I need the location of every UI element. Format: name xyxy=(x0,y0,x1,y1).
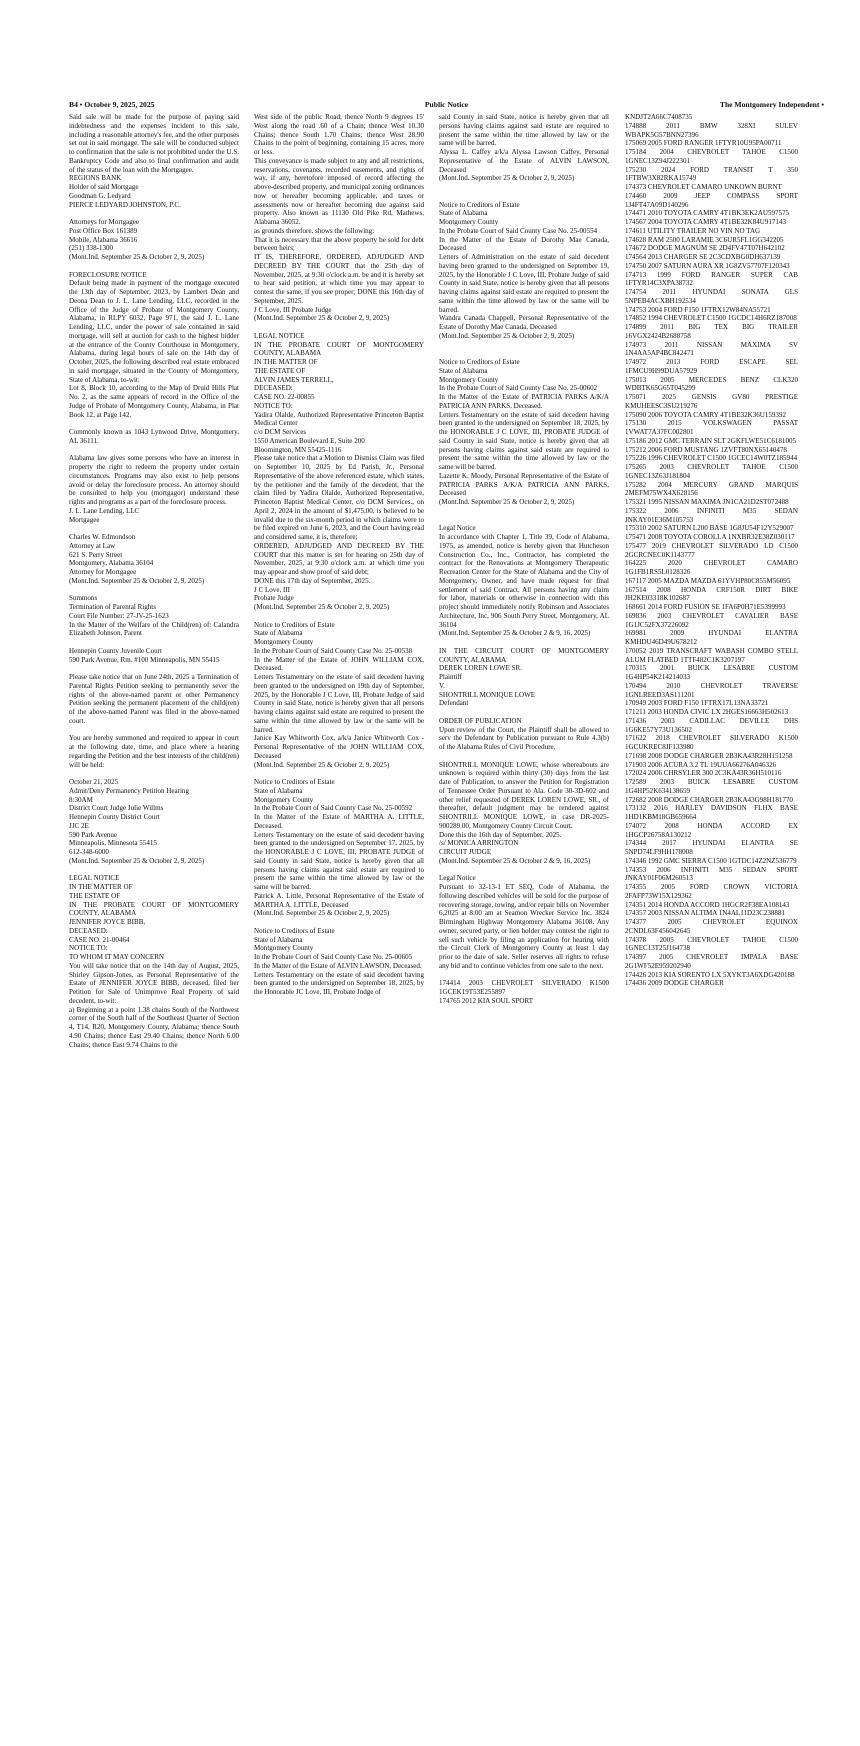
notice-line: THE ESTATE OF xyxy=(69,891,121,900)
notice-line: Hennepin County Juvenile Court xyxy=(69,646,162,655)
paragraph-gap xyxy=(439,971,609,980)
notice-line: REGIONS BANK xyxy=(69,174,122,183)
paragraph-gap xyxy=(69,419,239,428)
notice-line: 1550 American Boulevard E, Suite 200 xyxy=(254,436,365,445)
notice-line: 174750 2007 SATURN AURA XR 1G8ZV57707F120343 xyxy=(625,261,790,270)
notice-line: In the Probate Court of Said County Case No. 25-00592 xyxy=(254,804,413,813)
notice-line: In the Probate Court of Said County Case No. 25-00602 xyxy=(439,384,598,393)
notice-line: 175013 2005 MERCEDES BENZ CLK320 WDBTK65G65T045299 xyxy=(625,375,798,393)
notice-line: 174353 2006 INFINITI M35 SEDAN SPORT JNKAY01F06M260513 xyxy=(625,865,798,883)
notice-line: Termination of Parental Rights xyxy=(69,603,156,611)
notice-line: 175071 2025 GENSIS GV80 PRESTIGE KMUHEESC3SU219276 xyxy=(625,393,798,410)
notice-line: This conveyance is made subject to any and all restrictions, reservations, covenants, recorded easements, and rights of way, if any, heretofore imposed of record affecting the above-described property, and municipal zoning ordinances now or hereafter becoming applicable, and taxes or assessments now or hereafter becoming due against said property. Also known as 11130 Old Pike Rd, Mathews, Alabama 36052. xyxy=(254,156,424,226)
paragraph-gap xyxy=(69,586,239,595)
notice-line: 174973 2011 NISSAN MAXIMA SV 1N4AA5AP4BC842471 xyxy=(625,340,798,358)
notice-line: (Mont.Ind. September 25 & October 2, 9, 2025) xyxy=(439,498,575,506)
notice-line: Alabama law gives some persons who have an interest in property the right to redeem the property under certain circumstances. Programs may also exist to help persons avoid or delay the foreclosure process. An attorney should be consulted to help you (mortgagor) understand these rights and programs as a part of the foreclosure process. xyxy=(69,454,239,506)
notice-line: 175069 2005 FORD RANGER 1FTYR10U95PA00711 xyxy=(625,139,782,148)
notice-line: 171622 2018 CHEVROLET SILVERADO K1500 1GCUKREC8JF133980 xyxy=(625,734,798,751)
notice-line: (Mont.Ind. September 25 & October 2 & 9, 16, 2025) xyxy=(439,856,591,865)
notice-line: 174753 2004 FORD F150 1FTRX12W84NA55721 xyxy=(625,305,771,314)
notice-line: 174899 2011 BIG TEX BIG TRAILER 16VGX2424B2688758 xyxy=(625,323,798,340)
paragraph-gap xyxy=(69,446,239,455)
notice-line: Done this the 16th day of September, 2025. xyxy=(439,830,562,839)
notice-line: 174888 2011 BMW 328XI SULEV WBAPK5G57BNN27396 xyxy=(625,121,798,139)
notice-line: KNDJT2A66C7408735 xyxy=(625,113,693,121)
notice-line: Legal Notice xyxy=(439,874,476,883)
notice-line: Summons xyxy=(69,594,98,603)
notice-line: 170949 2003 FORD F150 1FTRX17L13NA33721 xyxy=(625,699,769,708)
notice-line: 175186 2012 GMC TERRAIN SLT 2GKFLWE51C6181005 xyxy=(625,436,797,445)
notice-line: In the Matter of the Estate of MARTHA A. LITTLE, Deceased. xyxy=(254,813,424,830)
notice-line: a) Beginning at a point 1.38 chains South of the Northwest corner of the South half of the Southeast Quarter of Section 4, T14, R20, Montgomery County, Alabama; thence South 4.90 Chains; thence East 29.40 Chains; thence North 6.00 Chains; thence East 9.74 Chains to the xyxy=(69,1005,239,1049)
notice-line: IN THE PROBATE COURT OF MONTGOMERY COUNTY, ALABAMA xyxy=(69,900,239,918)
notice-line: In the Matter of the Estate of PATRICIA PARKS A/K/A PATRICIA ANN PARKS, Deceased. xyxy=(439,393,609,410)
notice-line: Notice to Creditors of Estate xyxy=(254,778,335,786)
notice-line: 174346 1992 GMC SIERRA C1500 1GTDC14Z2NZ536779 xyxy=(625,856,797,865)
notice-line: 171211 2003 HONDA CIVIC LX 2HGES16663H502613 xyxy=(625,708,789,716)
notice-line: 175310 2002 SATURN L200 BASE 1G8JU54F12Y529007 xyxy=(625,524,794,533)
notice-line: 174373 CHEVROLET CAMARO UNKOWN BURNT xyxy=(625,183,782,191)
notice-line: Letters Testamentary on the estate of said decedent having been granted to the undersigned on September 17, 2025, by the HONORABLE J C LOVE, III, PROBATE JUDGE of said County in said State, notice is hereby given that all persons having claims against said estate are required to present the same within the time allowed by law or the same will be barred. xyxy=(254,830,424,891)
notice-line: 175130 2015 VOLKSWAGEN PASSAT 1VWAT7A37FC002801 xyxy=(625,419,798,436)
notice-line: ORDER OF PUBLICATION xyxy=(439,716,522,725)
notice-line: 175477 2019 CHEVROLET SILVERADO LD C1500 2GCRCNEC0K1143777 xyxy=(625,541,798,559)
notice-line: (251) 338-1300 xyxy=(69,244,114,253)
paragraph-gap xyxy=(254,323,424,332)
notice-line: Bloomington, MN 55425-1116 xyxy=(254,445,342,454)
notice-line: 174355 2005 FORD CROWN VICTORIA 2FAFP73W15X129362 xyxy=(625,883,798,900)
paragraph-gap xyxy=(69,769,239,778)
notice-line: 175471 2008 TOYOTA COROLLA 1NXBR32E38Z030117 xyxy=(625,533,795,541)
notice-line: LEGAL NOTICE xyxy=(254,331,305,340)
paragraph-gap xyxy=(69,262,239,271)
paragraph-gap xyxy=(69,726,239,735)
notice-line: Notice to Creditors of Estate xyxy=(254,926,335,935)
notice-line: 175321 1995 NISSAN MAXIMA JN1CA21D2ST072488 xyxy=(625,498,789,506)
notice-line: 175226 1996 CHEVROLET C1500 1GCEC14W0TZ185944 xyxy=(625,454,798,463)
notice-line: 174628 RAM 2500 LARAMIE 3C6UR5FL1GG342205 xyxy=(625,235,784,244)
notice-line: District Court Judge Julie Willms xyxy=(69,804,164,813)
notice-line: ALVIN JAMES TERRELL, xyxy=(254,375,334,384)
notice-line: Montgomery, Alabama 36104 xyxy=(69,559,154,568)
notice-line: LEGAL NOTICE xyxy=(69,874,120,883)
notice-line: (Mont.Ind. September 25 & October 2, 9, 2025) xyxy=(254,314,390,323)
paragraph-gap xyxy=(439,183,609,192)
notice-line: October 21, 2025 xyxy=(69,778,119,786)
notice-line: Probate Judge xyxy=(254,594,294,603)
notice-line: 170494 2010 CHEVROLET TRAVERSE 1GNLREED3AS111201 xyxy=(625,681,798,699)
notice-line: IN THE PROBATE COURT OF MONTGOMERY COUNTY, ALABAMA xyxy=(254,340,424,358)
notice-line: 170052 2019 TRANSCRAFT WABASH COMBO STELL ALUM FLATBED 1TTF482C1K3207197 xyxy=(625,646,798,664)
notice-line: 175322 2006 INFINITI M35 SEDAN JNKAY01E36M105753 xyxy=(625,506,798,524)
notice-line: J. L. Lane Lending, LLC xyxy=(69,506,140,515)
notice-line: In the Probate Court of Said County Case No. 25-00554 xyxy=(439,226,598,235)
notice-line: Wandra Canada Chappell, Personal Representative of the Estate of Dorothy Mae Canada, Deceased xyxy=(439,314,609,331)
notice-line: State of Alabama xyxy=(254,629,303,638)
notice-line: CASE NO. 22-00855 xyxy=(254,393,315,401)
notice-line: said County in said State, notice is hereby given that all persons having claims against said estate are required to present the same within the time allowed by law or the same will be barred. xyxy=(439,113,609,148)
header-section-title: Public Notice xyxy=(424,100,469,109)
notice-line: In the Matter of the Estate of ALVIN LAWSON, Deceased. xyxy=(254,961,422,970)
notice-line: ORDERED, ADJUDGED AND DECREED BY THE COURT that this matter is set for hearing on 25th day of November, 2025, at 9:30 o'clock a.m. at which time you may appear and show proof of said debt; xyxy=(254,541,424,576)
notice-line: Notice to Creditors of Estate xyxy=(254,620,335,629)
notice-line: IT IS, THEREFORE, ORDERED, ADJUDGED AND DECREED BY THE COURT that the 25th day of November, 2025, at 9:30 o'clock a.m. be and it is hereby set to hear said petition, at which time you may appear to contest the same, if you see proper; DONE this 16th day of September, 2025. xyxy=(254,253,424,305)
notice-line: Montgomery County xyxy=(439,218,499,226)
notice-line: Notice to Creditors of Estate xyxy=(439,200,520,209)
notice-line: 174567 2004 TOYOTA CAMRY 4T1BE32K84U917143 xyxy=(625,218,787,226)
notice-line: THE ESTATE OF xyxy=(254,366,306,375)
notice-line: Montgomery County xyxy=(254,944,314,953)
notice-line: Montgomery County xyxy=(439,375,499,384)
notice-line: Defendant xyxy=(439,699,469,708)
notice-line: Notice to Creditors of Estate xyxy=(439,358,520,366)
notice-line: JJC 2E xyxy=(69,821,89,830)
notice-line: J C Love, III xyxy=(254,585,291,594)
notice-line: In the Probate Court of Said County Case No. 25-00538 xyxy=(254,646,413,655)
notice-line: Court File Number: 27-JV-25-1623 xyxy=(69,611,169,620)
notice-line: 169981 2009 HYUNDAI ELANTRA KMHDU46D49U678212 xyxy=(625,629,798,646)
notice-line: 164225 2020 CHEVROLET CAMARO 1G1FB1RS5L0128326 xyxy=(625,559,798,576)
paragraph-gap xyxy=(439,349,609,358)
notice-line: 621 S. Perry Street xyxy=(69,550,123,559)
notice-line: 174754 2011 HYUNDAI SONATA GLS 5NPEB4ACXBH192534 xyxy=(625,288,798,305)
notice-line: Holder of said Mortgage xyxy=(69,183,139,191)
notice-line: 172682 2008 DODGE CHARGER 2B3KA43G98H181770 xyxy=(625,795,793,804)
notice-column-1 xyxy=(69,113,239,1743)
notice-line: NOTICE TO: xyxy=(254,401,293,410)
notice-line: 174765 2012 KIA SOUL SPORT xyxy=(439,996,534,1005)
notice-line: Post Office Box 161389 xyxy=(69,226,138,235)
notice-line: Patrick A. Little, Personal Representative of the Estate of MARTHA A. LITTLE, Deceased xyxy=(254,891,424,909)
notice-line: 171698 2008 DODGE CHARGER 2B3KA43R28H151258 xyxy=(625,751,793,760)
notice-line: Goodman G. Ledyard xyxy=(69,191,131,200)
notice-line: DECEASED: xyxy=(69,926,108,935)
notice-line: 169836 2003 CHEVROLET CAVALIER BASE 1G1JC52FX37226092 xyxy=(625,611,798,629)
notice-line: c/o DCM Services xyxy=(254,428,307,436)
notice-line: 171903 2006 ACURA 3.2 TL 19UUA66276A046326 xyxy=(625,760,777,769)
notice-line: TO WHOM IT MAY CONCERN xyxy=(69,953,165,961)
notice-line: Please take notice that on June 24th, 2025 a Termination of Parental Rights Petition seeking to permanently sever the rights of the above-named parent or other Permanency Petition seeking the permanent placement of the child(ren) of the above-named Parent was filed in the above-named court. xyxy=(69,673,239,725)
paragraph-gap xyxy=(439,638,609,647)
notice-line: 175282 2004 MERCURY GRAND MARQUIS 2MEFM75WX4X628156 xyxy=(625,480,798,498)
notice-line: West side of the public Road; thence North 9 degrees 15' West along the road .60 of a Chain; thence West 10.30 Chains; thence South 1.70 Chains; thence West 28.90 Chains to the point of beginning, containing 15 acres, more or less. xyxy=(254,113,424,156)
notice-line: Mortgagee xyxy=(69,515,100,524)
notice-line: In the Matter of the Estate of JOHN WILLIAM COX, Deceased. xyxy=(254,655,424,673)
notice-line: 174377 2005 CHEVROLET EQUINOX 2CNDL63F456042645 xyxy=(625,918,798,935)
notice-line: 173132 2016 HARLEY DAVIDSON FLHX BASE 1HD1KBM18GB659664 xyxy=(625,804,798,821)
notice-line: 172024 2006 CHRSYLER 300 2C3KA43R36H510116 xyxy=(625,769,782,778)
notice-line: 174426 2013 KIA SORENTO LX 5XYKT3A6XDG420188 xyxy=(625,970,795,979)
notice-line: (Mont.Ind. September 25 & October 2, 9, 2025) xyxy=(254,603,390,611)
paragraph-gap xyxy=(254,612,424,621)
notice-line: State of Alabama xyxy=(439,209,488,218)
notice-line: Legal Notice xyxy=(439,524,476,533)
notice-line: Commonly known as 1043 Lynwood Drive, Montgomery, AL 36111. xyxy=(69,428,239,445)
notice-line: (Mont.Ind. September 25 & October 2, 9, 2025) xyxy=(439,174,575,183)
paragraph-gap xyxy=(69,209,239,218)
notice-line: State of Alabama xyxy=(254,935,303,944)
notice-line: Attorneys for Mortgagee xyxy=(69,218,140,226)
notice-line: J C Love, III Probate Judge xyxy=(254,305,332,314)
notice-line: In accordance with Chapter 1, Title 39, Code of Alabama, 1975, as amended, notice is hereby given that Hutcheson Construction Co., Inc., Contractor, has completed the contract for the Renovations at Montgomery Therapeutic Recreation Center for the State of Alabama and the City of Montgomery, Owner, and have made request for final settlement of said Contract. All persons having any claim for labor, materials or otherwise in connection with this project should immediately notify Robinson and Associates Architecture, Inc, 906 South Perry Street, Montgomery, AL 36104 xyxy=(439,533,609,629)
notice-line: Janice Kay Whitworth Cox, a/k/a Janice Whitworth Cox - Personal Representative of the JOHN WILLIAM COX, Deceased xyxy=(254,734,424,760)
notice-line: Montgomery County xyxy=(254,795,314,804)
notice-line: Yadira Olalde, Authorized Representative Princeton Baptist Medical Center xyxy=(254,410,424,428)
notice-line: IN THE MATTER OF xyxy=(69,883,133,891)
notice-line: 175184 2004 CHEVROLET TAHOE C1500 1GNEC13Z94J222301 xyxy=(625,148,798,165)
notice-line: 174397 2005 CHEVROLET IMPALA BASE 2G1WF52E959202940 xyxy=(625,953,798,970)
page-header xyxy=(69,100,824,114)
paragraph-gap xyxy=(254,918,424,927)
notice-line: 168661 2014 FORD FUSION SE 1FA6P0H71E5399993 xyxy=(625,603,786,611)
notice-line: Default being made in payment of the mortgage executed the 13th day of September, 2023, by Lambert Dean and Deona Dean to J. L. Lane Lending, LLC, recorded in the Office of the Judge of Probate of Montgomery County, Alabama, in RLPY 6032, Page 971, the said J. L. Lane Lending, LLC, under the power of sale contained in said mortgage, will sell at auction for cash to the highest bidder at the entrance of the County Courthouse in Montgomery, Alabama, during legal hours of sale on the 14th day of October, 2025, the following described real estate embraced in said mortgage, situated in the County of Montgomery, State of Alabama, to-wit: xyxy=(69,279,239,384)
notice-line: Hennepin County District Court xyxy=(69,813,160,821)
notice-line: 174972 2013 FORD ESCAPE SEL 1FMCU9H99DUA57929 xyxy=(625,358,798,375)
notice-line: IN THE CIRCUIT COURT OF MONTGOMERY COUNTY, ALABAMA xyxy=(439,646,609,664)
notice-line: You are hereby summoned and required to appear in court at the following date, time, and place where a hearing regarding the Petition and the best interests of the child(ren) will be held: xyxy=(69,734,239,769)
notice-line: 172589 2003 BUICK LESABRE CUSTOM 1G4HP52K634138659 xyxy=(625,778,798,795)
notice-line: Minneapolis, Minnesota 55415 xyxy=(69,839,157,848)
notice-line: Letters Testamentary on the estate of said decedent having been granted to the undersigned on September 18, 2025, by the Honorable JC Love, III, Probate Judge of xyxy=(254,970,424,996)
notice-line: (Mont.Ind. September 25 & October 2, 9, 2025) xyxy=(69,856,205,865)
notice-line: NOTICE TO: xyxy=(69,944,108,953)
notice-line: 174357 2003 NISSAN ALTIMA 1N4AL11D23C238881 xyxy=(625,909,785,918)
paragraph-gap xyxy=(69,866,239,875)
paragraph-gap xyxy=(439,507,609,516)
notice-line: 175265 2003 CHEVROLET TAHOE C1500 1GNEC13Z63J181804 xyxy=(625,463,798,480)
paragraph-gap xyxy=(69,664,239,673)
notice-line: IN THE MATTER OF xyxy=(254,358,318,366)
notice-line: In the Matter of the Estate of Dorothy Mae Canada, Deceased xyxy=(439,235,609,253)
notice-line: FORECLOSURE NOTICE xyxy=(69,270,147,279)
notice-line: That it is necessary that the above property be sold for debt between heirs; xyxy=(254,235,424,253)
notice-line: 174471 2010 TOYOTA CAMRY 4T1BK3EK2AU597575 xyxy=(625,209,790,218)
notice-line: /s/ MONICA ARRINGTON xyxy=(439,839,519,848)
notice-line: 590 Park Avenue xyxy=(69,830,118,839)
paragraph-gap xyxy=(69,524,239,533)
notice-column-2 xyxy=(254,113,424,1743)
notice-line: 590 Park Avenue, Rm. #100 Minneapolis, MN 55415 xyxy=(69,655,220,664)
paragraph-gap xyxy=(439,708,609,717)
notice-line: 167117 2005 MAZDA MAZDA 61YVHP80C855M56095 xyxy=(625,576,791,585)
notice-column-3 xyxy=(439,113,609,1743)
notice-line: (Mont.Ind. September 25 & October 2, 9, 2025) xyxy=(254,760,390,769)
notice-line: 171436 2003 CADILLAC DEVILLE DHS 1G6KE57Y73U136502 xyxy=(625,716,798,734)
notice-line: CASE NO. 21-00464 xyxy=(69,935,130,944)
notice-line: 174611 UTILITY TRAILER NO VIN NO TAG xyxy=(625,226,761,235)
notice-line: Pursuant to 32-13-1 ET SEQ, Code of Alabama, the following described vehicles will be sold for the purpose of recovering storage, towing, and/or repair bills on November 6,2025 at 8:00 am at Seamon Wrecker Service Inc, 3824 Birmingham Highway Montgomery Alabama 36108. Any owner, secured party, or lien holder may contest the right to sell such vehicle by filing an application for hearing with the Circuit Clerk of Montgomery County at least 1 day prior to the date of sale. Seller reserves all rights to refuse any bid and to continue vehicles from one sale to the next. xyxy=(439,883,609,970)
notice-line: 174351 2014 HONDA ACCORD 1HGCR2F38EA108143 xyxy=(625,900,790,909)
notice-line: Attorney at Law xyxy=(69,541,116,550)
notice-line: Lot 8, Block 10, according to the Map of Druid Hills Plat No. 2, as the same appears of record in the Office of the Judge of Probate of Montgomery County, Alabama, in Plat Book 12, at Page 142. xyxy=(69,384,239,419)
notice-line: Please take notice that a Motion to Dismiss Claim was filed on September 10, 2025 by Ed Parish, Jr., Personal Representative of the above referenced estate, which states, by the petitioner and the family of the decedent, that the claim filed by Yadira Olalde, Authorized Representative, Princeton Baptist Medical Center, c/o DCM Services., on April 2, 2024 in the amount of $1,475.00, is believed to be invalid due to the six-month period in which claims were to be filed expired on June 6, 2023, and the Court having read and considered same, it is, therefore; xyxy=(254,454,424,541)
notice-line: V. xyxy=(439,681,445,690)
notice-line: State of Alabama xyxy=(254,786,303,795)
notice-line: JENNIFER JOYCE BIBB, xyxy=(69,918,146,926)
notice-line: SHONTRILL MONIQUE LOWE xyxy=(439,690,536,699)
paragraph-gap xyxy=(439,192,609,201)
header-publication-name: The Montgomery Independent • xyxy=(719,100,824,109)
notice-line: Montgomery County xyxy=(254,638,314,646)
notice-line: Mobile, Alabama 36616 xyxy=(69,235,138,244)
notice-line: Charles W. Edmondson xyxy=(69,533,136,541)
paragraph-gap xyxy=(439,866,609,875)
notice-line: DEREK LOREN LOWE SR. xyxy=(439,664,522,673)
notice-line: 612-348-6000 xyxy=(69,848,109,856)
notice-line: 175230 2024 FORD TRANSIT T 350 1FTBW3X82RKA15749 xyxy=(625,165,798,183)
notice-line: In the Matter of the Welfare of the Child(ren) of: Calandra Elizabeth Johnson, Parent xyxy=(69,620,239,638)
notice-line: 170315 2001 BUICK LESABRE CUSTOM 1G4HP54K214214033 xyxy=(625,664,798,681)
notice-column-4 xyxy=(625,113,798,1743)
notice-line: Admit/Deny Permanency Petition Hearing xyxy=(69,786,189,795)
notice-line: (Mont.Ind. September 25 & October 2, 9, 2025) xyxy=(439,331,575,340)
notice-line: State of Alabama xyxy=(439,366,488,375)
notice-line: 175090 2006 TOYOTA CAMRY 4T1BE32K36U159392 xyxy=(625,410,787,419)
notice-line: DONE this 17th day of September, 2025. xyxy=(254,576,371,585)
notice-line: In the Probate Court of Said County Case No. 25-00605 xyxy=(254,953,413,961)
notice-line: Plaintiff xyxy=(439,673,462,681)
notice-line: 174852 1994 CHEVROLET C1500 1GCDC14H6RZ187008 xyxy=(625,314,797,323)
notice-line: 174344 2017 HYUNDAI ELANTRA SE 5NPD74LF9HH178008 xyxy=(625,839,798,856)
paragraph-gap xyxy=(439,752,609,761)
notice-line: 174672 DODGE MAGNUM SE 2D4FV47T07H642102 xyxy=(625,244,785,253)
notice-line: 175212 2006 FORD MUSTANG 1ZVFT80NX65140478 xyxy=(625,445,787,454)
notice-line: Alyssa L. Caffey a/k/a Alyssa Lawson Caffey, Personal Representative of the Estate of ALVIN LAWSON, Deceased xyxy=(439,148,609,174)
notice-line: (Mont.Ind. September 25 & October 2, 9, 2025) xyxy=(69,576,205,585)
paragraph-gap xyxy=(439,516,609,525)
notice-line: as grounds therefore, shows the following: xyxy=(254,226,375,235)
notice-line: 167514 2008 HONDA CRF150R DIRT BIKE JH2KE03318K102687 xyxy=(625,585,798,603)
notice-line: Attorney for Mortgagee xyxy=(69,568,137,576)
notice-line: SHONTRILL MONIQUE LOWE, whose whereabouts are unknown is required within thirty (30) days from the last date of Publication, to answer the Petition for Registration of Tennessee Order Pursuant to Ala. Code 30-3D-602 and other relief requested of DEREK LOREN LOWE, SR., of thereafter, default judgment may be rendered against SHONTRILL MONIQUE LOWE, in case DR-2025-900289.00, Montgomery County Circuit Court. xyxy=(439,760,609,830)
notice-line: PIERCE LEDYARD JOHNSTON, P.C. xyxy=(69,200,181,209)
notice-line: DECEASED: xyxy=(254,384,293,393)
notice-line: 174460 2009 JEEP COMPASS SPORT 1J4FT47A09D140296 xyxy=(625,191,798,209)
notice-line: Letters Testamentary on the estate of said decedent having been granted to the undersigned on 19th day of September, 2025, by the Honorable J C Love, III, Probate Judge of said County in said State, notice is hereby given that all persons having claims against said estate are required to present the same within the time allowed by law or the same will be barred. xyxy=(254,673,424,734)
notice-line: Letters Testamentary on the estate of said decedent having been granted to the undersigned on September 18, 2025, by the HONORABLE J C LOVE, III, PROBATE JUDGE of said County in said State, notice is hereby given that all persons having claims against said estate are required to present the same within the time allowed by law or the same will be barred. xyxy=(439,410,609,471)
header-issue-date: B4 • October 9, 2025, 2025 xyxy=(69,100,155,109)
notice-line: 174436 2009 DODGE CHARGER xyxy=(625,979,724,988)
notice-line: Said sale will be made for the purpose of paying said indebtedness and the expenses incident to this sale, including a reasonable attorney's fee, and the other purposes set out in said mortgage. The sale will be conducted subject to confirmation that the sale is not prohibited under the U.S. Bankruptcy Code and also to final confirmation and audit of the status of the loan with the Mortgagee. xyxy=(69,113,239,174)
notice-line: Lazette K. Moody, Personal Representative of the Estate of PATRICIA PARKS A/K/A PATRICIA ANN PARKS, Deceased xyxy=(439,471,609,498)
notice-line: You will take notice that on the 14th day of August, 2025, Shirley Gipson-Jones, as Personal Representative of the Estate of JENNIFER JOYCE BIBB, deceased, filed her Petition for Sale of Unimprove Real Property of said decedent, to-wit: xyxy=(69,961,239,1005)
notice-line: CIRCUIT JUDGE xyxy=(439,848,492,856)
notice-line: (Mont.Ind. September 25 & October 2 & 9, 16, 2025) xyxy=(439,629,591,638)
notice-line: 174378 2005 CHEVROLET TAHOE C1500 1GNEC13T25J164738 xyxy=(625,935,798,953)
notice-line: 174072 2008 HONDA ACCORD EX 1HGCP26758A130212 xyxy=(625,821,798,839)
notice-line: (Mont.Ind. September 25 & October 2, 9, 2025) xyxy=(69,253,205,261)
notice-line: Upon review of the Court, the Plaintiff shall be allowed to serv the Defendant by Publication pursuant to Rule 4.3(b) of the Alabama Rules of Civil Procedure. xyxy=(439,725,609,751)
paragraph-gap xyxy=(69,638,239,647)
notice-line: Letters of Administration on the estate of said decedent having been granted to the undersigned on September 19, 2025, by the Honorable J C Love, III, Probate Judge of said County in said State, notice is hereby given that all persons having claims against said estate are required to present the same within the time allowed by law or the same will be barred. xyxy=(439,253,609,314)
notice-line: 174564 2013 CHARGER SE 2C3CDXBG0DH637139 xyxy=(625,253,781,261)
notice-line: 8:30AM xyxy=(69,795,93,804)
paragraph-gap xyxy=(254,769,424,778)
paragraph-gap xyxy=(439,341,609,350)
notice-line: (Mont.Ind. September 25 & October 2, 9, 2025) xyxy=(254,909,390,918)
notice-line: 174414 2003 CHEVROLET SILVERADO K1500 1GCEK19T53E255897 xyxy=(439,979,609,996)
notice-line: 174713 1999 FORD RANGER SUPER CAB 1FTYR14C3XPA38732 xyxy=(625,270,798,288)
